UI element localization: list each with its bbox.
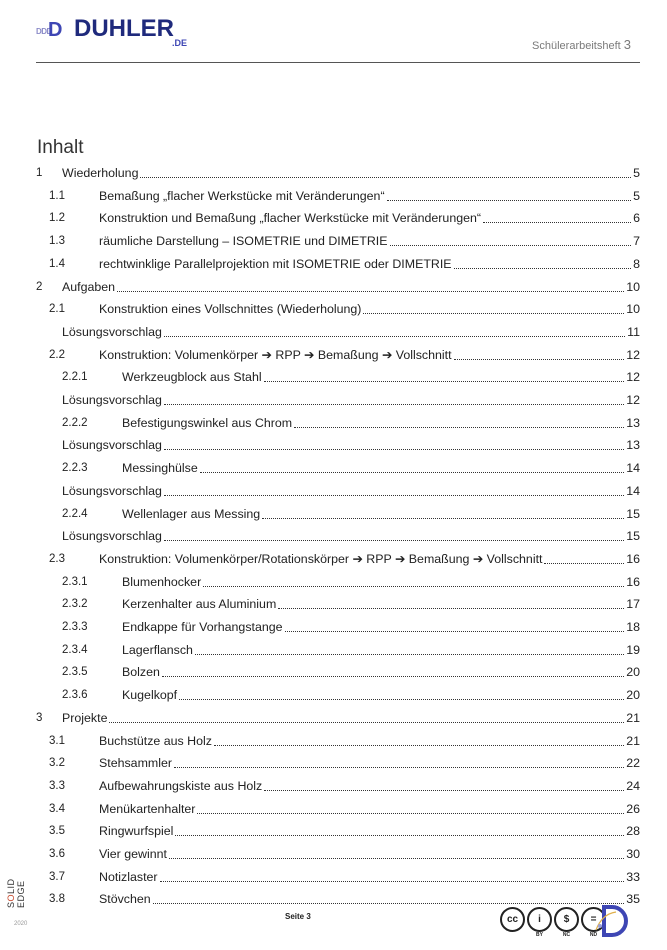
toc-entry-page: 15	[626, 506, 640, 521]
toc-leader-dots	[544, 562, 624, 564]
solid-edge-suffix: LID EDGE	[6, 878, 26, 908]
toc-leader-dots	[203, 585, 624, 587]
toc-entry-number: 2	[36, 280, 43, 293]
toc-leader-dots	[200, 471, 624, 473]
toc-leader-dots	[390, 244, 632, 246]
document-name	[532, 37, 631, 52]
toc-entry[interactable]	[36, 819, 640, 839]
toc-entry-title: Menükartenhalter	[99, 801, 196, 816]
header-divider	[36, 62, 640, 63]
toc-entry-title: Befestigungswinkel aus Chrom	[122, 415, 293, 430]
cc-main-icon	[500, 907, 525, 938]
toc-entry-number: 3	[36, 711, 43, 724]
toc-entry-number: 2.3	[49, 552, 65, 565]
toc-entry-title: Aufbewahrungskiste aus Holz	[99, 778, 263, 793]
toc-entry-number: 1.1	[49, 189, 65, 202]
cc-by-icon	[527, 907, 552, 938]
toc-entry-page: 33	[626, 869, 640, 884]
toc-entry-page: 26	[626, 801, 640, 816]
toc-entry-page: 24	[626, 778, 640, 793]
toc-entry-page: 20	[626, 688, 640, 703]
toc-entry[interactable]	[36, 706, 640, 726]
toc-entry-title: Lösungsvorschlag	[62, 324, 162, 339]
toc-entry[interactable]	[36, 502, 640, 522]
toc-entry[interactable]	[36, 184, 640, 204]
toc-entry-number: 2.3.6	[62, 689, 88, 702]
toc-leader-dots	[454, 358, 625, 360]
toc-leader-dots	[197, 812, 624, 814]
toc-leader-dots	[164, 494, 624, 496]
toc-leader-dots	[454, 267, 632, 269]
toc-entry-page: 12	[626, 347, 640, 362]
toc-leader-dots	[175, 834, 624, 836]
toc-leader-dots	[195, 653, 624, 655]
toc-entry-number: 3.4	[49, 802, 65, 815]
toc-entry[interactable]	[36, 842, 640, 862]
toc-entry-title: Stövchen	[99, 892, 151, 907]
toc-entry-number: 2.3.4	[62, 643, 88, 656]
toc-entry[interactable]	[36, 252, 640, 272]
solid-edge-o: O	[6, 893, 16, 902]
toc-leader-dots	[164, 403, 624, 405]
cc-nc-icon	[554, 907, 579, 938]
toc-entry-page: 12	[626, 370, 640, 385]
toc-entry-title: Wiederholung	[62, 166, 139, 180]
toc-entry-title: Wellenlager aus Messing	[122, 506, 261, 521]
toc-entry[interactable]	[36, 887, 640, 907]
toc-entry-title: Notizlaster	[99, 869, 158, 884]
toc-leader-dots	[483, 221, 631, 223]
toc-entry-title: Lösungsvorschlag	[62, 438, 162, 453]
toc-entry-page: 15	[626, 529, 640, 544]
toc-entry[interactable]	[36, 320, 640, 340]
toc-leader-dots	[164, 335, 625, 337]
toc-entry-number: 2.2.3	[62, 462, 88, 475]
page-number-label: Seite 3	[285, 912, 311, 921]
toc-entry-number: 3.3	[49, 779, 65, 792]
toc-entry-number: 3.8	[49, 893, 65, 906]
toc-leader-dots	[174, 766, 624, 768]
toc-entry[interactable]	[36, 343, 640, 363]
toc-entry-page: 14	[626, 483, 640, 498]
toc-entry-title: räumliche Darstellung – ISOMETRIE und DIMETRIE	[99, 234, 388, 249]
toc-entry-title: Kugelkopf	[122, 688, 178, 703]
toc-entry-page: 20	[626, 665, 640, 680]
toc-entry-page: 21	[626, 710, 640, 725]
toc-entry-page: 14	[626, 461, 640, 476]
solid-edge-prefix: S	[6, 901, 16, 908]
toc-entry[interactable]	[36, 206, 640, 226]
toc-leader-dots	[160, 880, 625, 882]
toc-entry[interactable]	[36, 411, 640, 431]
toc-entry[interactable]	[36, 297, 640, 317]
cc-symbol: cc	[500, 907, 525, 932]
toc-leader-dots	[117, 290, 624, 292]
toc-entry-page: 30	[626, 847, 640, 861]
toc-entry-number: 2.1	[49, 303, 65, 316]
toc-entry-page: 12	[626, 393, 640, 407]
cc-symbol: =	[581, 907, 606, 932]
toc-entry-title: Konstruktion und Bemaßung „flacher Werkstücke mit Veränderungen“	[99, 211, 482, 226]
document-name-text: Schülerarbeitsheft	[532, 40, 621, 52]
logo-wordmark: DUHLER	[74, 15, 174, 42]
toc-leader-dots	[294, 426, 624, 428]
toc-entry-page: 10	[626, 302, 640, 317]
toc-entry-page: 16	[626, 551, 640, 566]
toc-entry[interactable]	[36, 388, 640, 408]
toc-entry-page: 13	[626, 415, 640, 430]
toc-entry-title: Bolzen	[122, 665, 160, 680]
toc-entry-number: 1.3	[49, 235, 65, 248]
toc-entry[interactable]	[36, 365, 640, 385]
toc-leader-dots	[140, 176, 631, 178]
toc-entry-title: Lösungsvorschlag	[62, 393, 162, 407]
creative-commons-badge	[500, 907, 606, 938]
toc-entry-number: 2.3.5	[62, 666, 88, 679]
toc-entry-number: 2.3.3	[62, 621, 88, 633]
toc-entry-title: Blumenhocker	[122, 574, 202, 589]
toc-entry-title: Vier gewinnt	[99, 847, 167, 861]
toc-leader-dots	[278, 607, 624, 609]
toc-entry[interactable]	[36, 570, 640, 590]
toc-entry-number: 1	[36, 167, 43, 179]
cc-symbol: $	[554, 907, 579, 932]
toc-entry-title: Lagerflansch	[122, 642, 193, 657]
toc-entry-title: Endkappe für Vorhangstange	[122, 620, 283, 634]
toc-entry[interactable]	[36, 615, 640, 635]
cc-label: BY	[536, 932, 543, 938]
toc-entry[interactable]	[36, 524, 640, 544]
toc-entry-title: Werkzeugblock aus Stahl	[122, 370, 262, 385]
toc-leader-dots	[264, 380, 625, 382]
toc-entry-title: Konstruktion: Volumenkörper ➔ RPP ➔ Bemaßung ➔ Vollschnitt	[99, 347, 452, 362]
toc-leader-dots	[164, 539, 624, 541]
toc-entry-page: 5	[633, 166, 640, 180]
toc-leader-dots	[214, 744, 624, 746]
toc-entry[interactable]	[36, 592, 640, 612]
toc-entry-number: 2.2.2	[62, 416, 88, 429]
toc-entry[interactable]	[36, 683, 640, 703]
toc-entry-page: 11	[627, 324, 640, 339]
toc-entry-page: 35	[626, 892, 640, 907]
document-number: 3	[623, 37, 631, 52]
toc-entry-page: 16	[626, 574, 640, 589]
toc-entry[interactable]	[36, 729, 640, 749]
toc-entry-title: Bemaßung „flacher Werkstücke mit Veränderungen“	[99, 188, 385, 203]
logo-small-letters: DDD	[36, 27, 52, 36]
toc-entry[interactable]	[36, 433, 640, 453]
toc-entry[interactable]	[36, 547, 640, 567]
cc-symbol: i	[527, 907, 552, 932]
toc-entry[interactable]	[36, 638, 640, 658]
toc-leader-dots	[363, 312, 624, 314]
toc-entry-number: 2.2.1	[62, 371, 88, 384]
solid-edge-label	[6, 856, 26, 908]
cc-label: ND	[589, 932, 598, 938]
toc-leader-dots	[262, 517, 624, 519]
toc-entry-title: Ringwurfspiel	[99, 824, 174, 839]
toc-entry[interactable]	[36, 660, 640, 680]
toc-entry-page: 6	[633, 211, 640, 226]
toc-leader-dots	[179, 698, 624, 700]
toc-entry-number: 2.2.4	[62, 507, 88, 520]
toc-entry[interactable]	[36, 797, 640, 817]
toc-entry[interactable]	[36, 456, 640, 476]
toc-entry-number: 1.2	[49, 212, 65, 225]
toc-entry-title: rechtwinklige Parallelprojektion mit ISOMETRIE oder DIMETRIE	[99, 256, 452, 271]
toc-entry-page: 7	[633, 234, 640, 249]
toc-entry-number: 3.1	[49, 734, 65, 747]
duhler-d-icon	[594, 904, 630, 938]
toc-entry[interactable]	[36, 479, 640, 499]
toc-entry-page: 13	[626, 438, 640, 453]
toc-entry-number: 3.6	[49, 848, 65, 860]
toc-entry-title: Lösungsvorschlag	[62, 529, 162, 544]
toc-entry[interactable]	[36, 865, 640, 885]
toc-leader-dots	[162, 675, 624, 677]
toc-leader-dots	[164, 448, 624, 450]
toc-entry-page: 19	[626, 642, 640, 657]
toc-entry[interactable]	[36, 275, 640, 295]
toc-entry-title: Kerzenhalter aus Aluminium	[122, 597, 277, 612]
solid-edge-year: 2020	[14, 921, 28, 927]
toc-leader-dots	[387, 199, 632, 201]
toc-entry-number: 3.5	[49, 825, 65, 838]
toc-leader-dots	[153, 902, 625, 904]
toc-entry-number: 1.4	[49, 257, 65, 270]
toc-leader-dots	[285, 630, 625, 632]
toc-entry-number: 2.3.2	[62, 598, 88, 611]
toc-entry[interactable]	[36, 229, 640, 249]
toc-entry-title: Messinghülse	[122, 461, 198, 476]
toc-entry-title: Buchstütze aus Holz	[99, 733, 212, 748]
toc-leader-dots	[109, 721, 624, 723]
toc-entry-title: Konstruktion: Volumenkörper/Rotationskörper ➔ RPP ➔ Bemaßung ➔ Vollschnitt	[99, 551, 543, 566]
logo-tld: .DE	[172, 38, 188, 48]
toc-entry-page: 18	[626, 620, 640, 634]
toc-entry-number: 3.7	[49, 870, 65, 883]
toc-entry-number: 2.2	[49, 348, 65, 361]
toc-entry-title: Aufgaben	[62, 279, 116, 294]
cc-label: NC	[562, 932, 571, 938]
toc-entry[interactable]	[36, 751, 640, 771]
toc-entry-page: 28	[626, 824, 640, 839]
toc-entry[interactable]	[36, 774, 640, 794]
toc-entry-title: Projekte	[62, 710, 108, 725]
toc-entry-page: 8	[633, 256, 640, 271]
toc-entry-number: 2.3.1	[62, 575, 88, 588]
toc-entry-page: 10	[626, 279, 640, 294]
toc-entry-page: 21	[626, 733, 640, 748]
toc-leader-dots	[169, 857, 624, 859]
toc-title: Inhalt	[37, 137, 84, 158]
toc-entry[interactable]	[36, 161, 640, 181]
toc-entry-title: Konstruktion eines Vollschnittes (Wiederholung)	[99, 302, 362, 317]
toc-entry-number: 3.2	[49, 757, 65, 770]
logo-mid-letter: D	[48, 19, 62, 41]
toc-entry-title: Lösungsvorschlag	[62, 483, 162, 498]
toc-entry-page: 22	[626, 756, 640, 771]
toc-leader-dots	[264, 789, 624, 791]
toc-entry-page: 17	[626, 597, 640, 612]
toc-entry-page: 5	[633, 188, 640, 203]
toc-entry-title: Stehsammler	[99, 756, 172, 771]
